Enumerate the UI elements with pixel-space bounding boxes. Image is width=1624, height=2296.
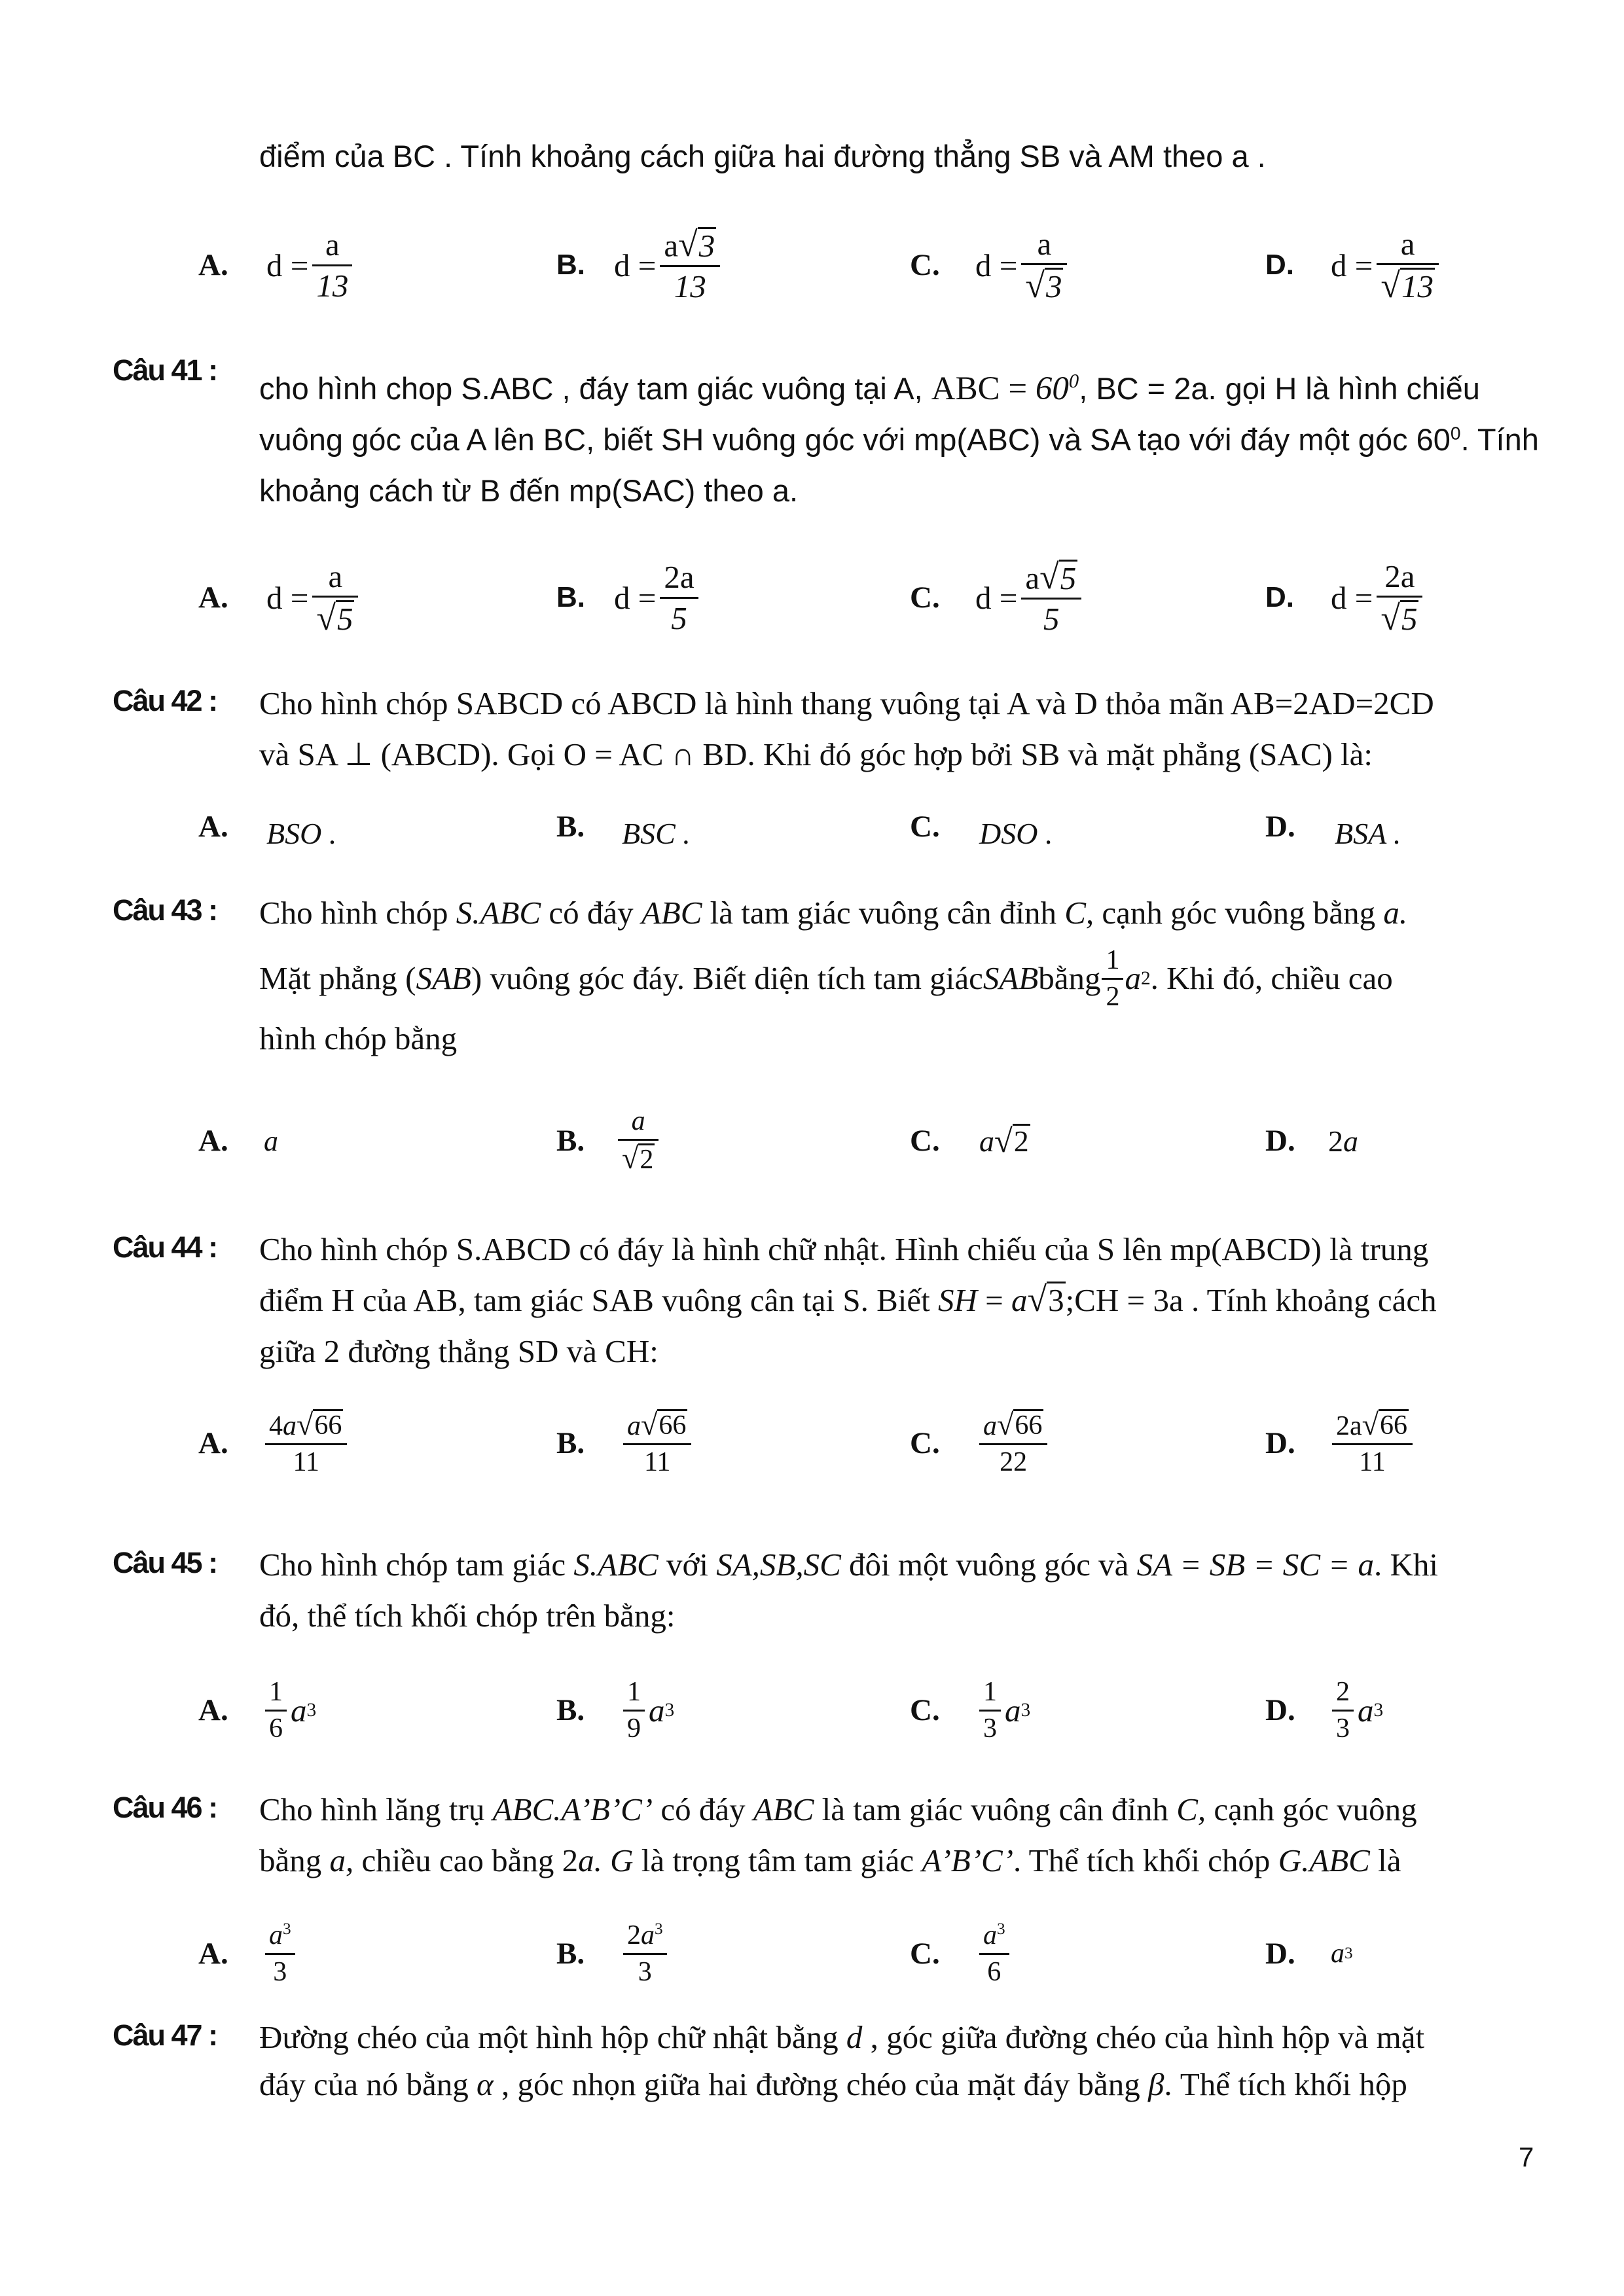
q46-label: Câu 46 : xyxy=(113,1791,217,1824)
denominator: 13 xyxy=(316,267,349,304)
option-value: d = $\frac{2a}{5}$ xyxy=(614,548,702,647)
denominator: √ 3 xyxy=(1025,265,1062,305)
q46-line-1: Cho hình lăng trụ ABC.A’B’C’ có đáy ABC là tam giác vuông cân đỉnh C, cạnh góc vuông xyxy=(259,1791,1417,1827)
q41-line-1: cho hình chop S.ABC , đáy tam giác vuông tại A, ABC = $60^0$, BC = 2a. gọi H là hình chiếu xyxy=(259,370,1480,407)
q42-line-1: Cho hình chóp SABCD có ABCD là hình thang vuông tại A và D thỏa mãn AB=2AD=2CD xyxy=(259,685,1434,721)
option-label: A. xyxy=(198,1426,228,1460)
q45-label: Câu 45 : xyxy=(113,1546,217,1579)
q42-line-2: và SA ⊥ (ABCD). Gọi O = AC ∩ BD. Khi đó góc hợp bởi SB và mặt phẳng (SAC) là: xyxy=(259,736,1373,772)
option-value xyxy=(975,216,1071,314)
fraction: $\frac{1}{9}$ xyxy=(623,1677,645,1742)
fraction: $\frac{1}{2}$ xyxy=(1102,946,1123,1011)
option-value xyxy=(1331,216,1443,314)
numerator: a √ 3 xyxy=(664,224,715,264)
fraction: $\frac{a^3}{3}$ xyxy=(265,1921,295,1986)
fraction: $\frac{1}{6}$ xyxy=(265,1677,287,1742)
option-label: A. xyxy=(198,248,228,282)
option-value: d = a √ 5 5 xyxy=(975,548,1085,647)
q45-line-1: Cho hình chóp tam giác S.ABC với SA,SB,SC đôi một vuông góc và SA = SB = SC = a. Khi xyxy=(259,1547,1438,1583)
fraction: $\frac{2}{3}$ xyxy=(1332,1677,1354,1742)
option-label: D. xyxy=(1265,1937,1295,1971)
q45-line-2: đó, thể tích khối chóp trên bằng: xyxy=(259,1598,676,1634)
option-value: 2 a xyxy=(1328,1124,1358,1158)
option-value: BSA . xyxy=(1335,816,1401,850)
lhs: d = xyxy=(266,247,309,283)
q40-continuation-text: điểm của BC . Tính khoảng cách giữa hai đường thẳng SB và AM theo a . xyxy=(259,139,1266,173)
option-label: D. xyxy=(1265,581,1294,613)
option-value: BSO . xyxy=(266,816,337,850)
option-label: C. xyxy=(910,810,940,844)
option-value: $\frac{1}{3}$ a 3 xyxy=(975,1661,1030,1759)
q43-line-2: Mặt phẳng ( SAB ) vuông góc đáy. Biết diện tích tam giác SAB bằng $\frac{1}{2}$ a 2 . Khi đó, chiều cao xyxy=(259,945,1393,1012)
option-label: C. xyxy=(910,1426,940,1460)
q46-options xyxy=(0,1905,1624,2003)
option-value: $\frac{2}{3}$ a 3 xyxy=(1328,1661,1383,1759)
option-value: a 3 xyxy=(1331,1939,1353,1969)
q43-line-1: Cho hình chóp S.ABC có đáy ABC là tam giác vuông cân đỉnh C, cạnh góc vuông bằng a. xyxy=(259,895,1408,931)
lhs: d = xyxy=(975,247,1018,283)
q41-options xyxy=(0,548,1624,647)
q42-label: Câu 42 : xyxy=(113,684,217,717)
option-label: B. xyxy=(556,581,585,613)
fraction xyxy=(312,228,352,302)
option-label: A. xyxy=(198,1124,228,1158)
lhs: d = xyxy=(614,247,657,283)
option-label: D. xyxy=(1265,1124,1295,1158)
numerator: a xyxy=(325,226,340,263)
q44-line-3: giữa 2 đường thẳng SD và CH: xyxy=(259,1333,659,1369)
option-label: C. xyxy=(910,1124,940,1158)
option-value xyxy=(261,1394,351,1492)
q44-line-2: điểm H của AB, tam giác SAB vuông cân tại S. Biết SH = a √ 3 ;CH = 3a . Tính khoảng cách xyxy=(259,1280,1437,1319)
option-label: D. xyxy=(1265,1693,1295,1727)
option-label: B. xyxy=(556,1693,585,1727)
option-label: D. xyxy=(1265,1426,1295,1460)
fraction: $\frac{2a^3}{3}$ xyxy=(623,1921,667,1986)
fraction: $\frac{2a}{5}$ xyxy=(660,560,698,635)
q41-label: Câu 41 : xyxy=(113,353,217,387)
numerator: a xyxy=(1037,225,1052,262)
option-label: B. xyxy=(556,1937,585,1971)
q46-line-2: bằng a, chiều cao bằng 2a. G là trọng tâm tam giác A’B’C’. Thể tích khối chóp G.ABC là xyxy=(259,1842,1401,1878)
option-label: C. xyxy=(910,1937,940,1971)
fraction: a √ 5 5 xyxy=(1021,560,1081,636)
option-value xyxy=(619,1394,695,1492)
option-value xyxy=(1328,1394,1416,1492)
option-label: A. xyxy=(198,581,228,615)
q44-line-1: Cho hình chóp S.ABCD có đáy là hình chữ nhật. Hình chiếu của S lên mp(ABCD) là trung xyxy=(259,1231,1429,1267)
option-value: $\frac{1}{6}$ a 3 xyxy=(261,1661,316,1759)
q45-options xyxy=(0,1661,1624,1759)
fraction: a √ 66 22 xyxy=(979,1409,1047,1477)
fraction: a √ 5 xyxy=(312,560,358,636)
q43-line-3: hình chóp bằng xyxy=(259,1020,458,1056)
q47-line-2: đáy của nó bằng α , góc nhọn giữa hai đường chéo của mặt đáy bằng β. Thể tích khối hộp xyxy=(259,2066,1407,2102)
option-label: C. xyxy=(910,1693,940,1727)
option-label: A. xyxy=(198,1937,228,1971)
fraction xyxy=(660,224,720,304)
option-label: A. xyxy=(198,1693,228,1727)
fraction: a √ 66 11 xyxy=(623,1409,691,1477)
option-value: $\frac{1}{9}$ a 3 xyxy=(619,1661,674,1759)
q44-label: Câu 44 : xyxy=(113,1230,217,1264)
lhs: d = xyxy=(1331,247,1373,283)
option-label: B. xyxy=(556,1124,585,1158)
q43-options xyxy=(0,1092,1624,1190)
option-label: A. xyxy=(198,810,228,844)
page-number: 7 xyxy=(1519,2142,1534,2172)
option-label: D. xyxy=(1265,249,1294,281)
option-value xyxy=(975,1394,1051,1492)
q47-label: Câu 47 : xyxy=(113,2018,217,2052)
denominator: √ 13 xyxy=(1380,265,1434,305)
q40-options xyxy=(0,216,1624,314)
fraction: $\frac{1}{3}$ xyxy=(979,1677,1001,1742)
option-value: d = a √ 5 xyxy=(266,548,362,647)
fraction xyxy=(1021,227,1067,304)
option-value: DSO . xyxy=(979,816,1053,850)
option-label: C. xyxy=(910,248,940,282)
q41-line-3: khoảng cách từ B đến mp(SAC) theo a. xyxy=(259,473,799,508)
option-value xyxy=(266,216,356,314)
option-label: B. xyxy=(556,810,585,844)
option-value: d = 2a √ 5 xyxy=(1331,548,1426,647)
q43-label: Câu 43 : xyxy=(113,893,217,927)
q44-options xyxy=(0,1394,1624,1492)
q47-line-1: Đường chéo của một hình hộp chữ nhật bằng d , góc giữa đường chéo của hình hộp và mặt xyxy=(259,2019,1425,2055)
option-label: B. xyxy=(556,1426,585,1460)
option-label: B. xyxy=(556,249,585,281)
option-value: a xyxy=(264,1124,278,1157)
option-value xyxy=(614,1092,662,1190)
fraction: 4a √ 66 11 xyxy=(265,1409,347,1477)
option-value xyxy=(975,1905,1013,2003)
q41-line-2: vuông góc của A lên BC, biết SH vuông góc với mp(ABC) và SA tạo với đáy một góc $60^0$. Tính xyxy=(259,422,1539,457)
option-value: a √ 2 xyxy=(979,1122,1029,1160)
option-label: D. xyxy=(1265,810,1295,844)
fraction: a √ 2 xyxy=(618,1107,659,1174)
option-label: C. xyxy=(910,581,940,615)
option-value xyxy=(619,1905,671,2003)
q42-options xyxy=(0,784,1624,869)
fraction: $\frac{a^3}{6}$ xyxy=(979,1921,1009,1986)
numerator: a xyxy=(1400,225,1415,262)
fraction: 2a √ 66 11 xyxy=(1332,1409,1413,1477)
option-value: BSC . xyxy=(622,816,691,850)
option-value xyxy=(261,1905,299,2003)
fraction xyxy=(1377,227,1439,304)
fraction: 2a √ 5 xyxy=(1377,560,1422,636)
option-value xyxy=(614,216,724,314)
denominator: 13 xyxy=(674,268,706,304)
